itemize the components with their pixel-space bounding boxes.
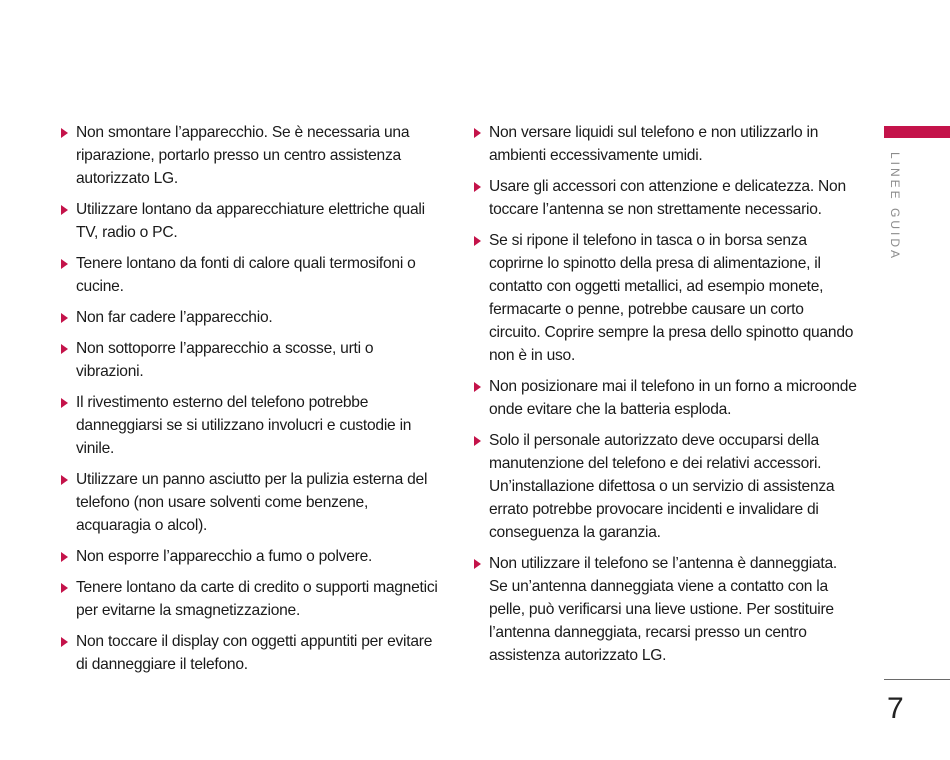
- list-item: [472, 229, 857, 367]
- triangle-bullet-icon: [61, 313, 68, 323]
- triangle-bullet-icon: [474, 382, 481, 392]
- list-item-text: Non sottoporre l’apparecchio a scosse, urti o vibrazioni.: [76, 340, 374, 380]
- triangle-bullet-icon: [61, 259, 68, 269]
- list-item-text: Tenere lontano da fonti di calore quali termosifoni o cucine.: [76, 255, 416, 295]
- list-item: [59, 252, 444, 298]
- page-number: 7: [887, 692, 904, 725]
- list-item: [59, 198, 444, 244]
- list-item: [472, 552, 857, 667]
- triangle-bullet-icon: [61, 344, 68, 354]
- list-item: [472, 121, 857, 167]
- left-guideline-list: [59, 121, 444, 684]
- triangle-bullet-icon: [61, 552, 68, 562]
- list-item-text: Non posizionare mai il telefono in un forno a microonde onde evitare che la batteria esploda.: [489, 378, 857, 418]
- list-item: [59, 576, 444, 622]
- list-item-text: Non versare liquidi sul telefono e non utilizzarlo in ambienti eccessivamente umidi.: [489, 124, 819, 164]
- list-item-text: Non far cadere l’apparecchio.: [76, 309, 273, 326]
- triangle-bullet-icon: [474, 559, 481, 569]
- triangle-bullet-icon: [61, 475, 68, 485]
- triangle-bullet-icon: [474, 128, 481, 138]
- list-item-text: Utilizzare un panno asciutto per la pulizia esterna del telefono (non usare solventi come benzene, acquaragia o alcol).: [76, 471, 428, 534]
- list-item-text: Tenere lontano da carte di credito o supporti magnetici per evitarne la smagnetizzazione.: [76, 579, 438, 619]
- triangle-bullet-icon: [61, 398, 68, 408]
- list-item: [59, 468, 444, 537]
- triangle-bullet-icon: [61, 205, 68, 215]
- list-item: [59, 337, 444, 383]
- footer-divider: [884, 679, 950, 680]
- list-item-text: Solo il personale autorizzato deve occuparsi della manutenzione del telefono e dei relativi accessori. Un’installazione difettosa o un servizio di assistenza errato potrebbe provocare incidenti e invalidare di conseguenza la garanzia.: [489, 432, 835, 541]
- list-item: [472, 375, 857, 421]
- triangle-bullet-icon: [474, 236, 481, 246]
- triangle-bullet-icon: [61, 583, 68, 593]
- list-item: [472, 175, 857, 221]
- triangle-bullet-icon: [61, 637, 68, 647]
- list-item-text: Non smontare l’apparecchio. Se è necessaria una riparazione, portarlo presso un centro assistenza autorizzato LG.: [76, 124, 410, 187]
- list-item-text: Usare gli accessori con attenzione e delicatezza. Non toccare l’antenna se non strettamente necessario.: [489, 178, 846, 218]
- triangle-bullet-icon: [474, 182, 481, 192]
- list-item-text: Non utilizzare il telefono se l’antenna è danneggiata. Se un’antenna danneggiata viene a contatto con la pelle, può verificarsi una lieve ustione. Per sostituire l’antenna danneggiata, recarsi presso un centro assistenza autorizzato LG.: [489, 555, 838, 664]
- list-item: [59, 391, 444, 460]
- triangle-bullet-icon: [61, 128, 68, 138]
- triangle-bullet-icon: [474, 436, 481, 446]
- list-item-text: Il rivestimento esterno del telefono potrebbe danneggiarsi se si utilizzano involucri e custodie in vinile.: [76, 394, 412, 457]
- list-item: [59, 306, 444, 329]
- list-item: [472, 429, 857, 544]
- list-item-text: Non toccare il display con oggetti appuntiti per evitare di danneggiare il telefono.: [76, 633, 433, 673]
- list-item-text: Non esporre l’apparecchio a fumo o polvere.: [76, 548, 373, 565]
- list-item: [59, 121, 444, 190]
- section-label: LINEE GUIDA: [888, 152, 902, 262]
- list-item: [59, 545, 444, 568]
- list-item: [59, 630, 444, 676]
- list-item-text: Se si ripone il telefono in tasca o in borsa senza coprirne lo spinotto della presa di alimentazione, il contatto con oggetti metallici, ad esempio monete, fermacarte o penne, potrebbe causare un corto circuito. Coprire sempre la presa dello spinotto quando non è in uso.: [489, 232, 854, 364]
- section-tab-marker: [884, 126, 950, 138]
- list-item-text: Utilizzare lontano da apparecchiature elettriche quali TV, radio o PC.: [76, 201, 425, 241]
- right-guideline-list: [472, 121, 857, 675]
